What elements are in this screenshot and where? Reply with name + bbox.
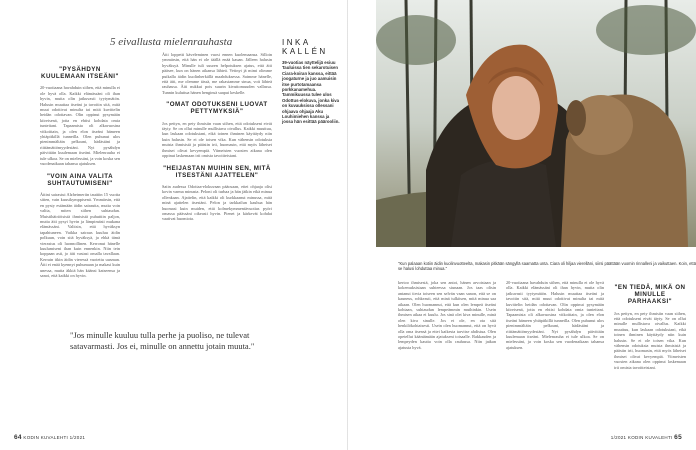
person-name (282, 38, 328, 56)
photo-caption: "Kun palaaan kotiin äidin kuolinvuotteelta, makasin pitkään sängyllä saamatta unta. Ciara oli hiljaa vierelläni, siirsi päättään vuomin rinnalleni ja vaikuttaen. Koin, että se halusi lohduttaa minua." (398, 261, 696, 272)
person-last-name: KALLÉN (282, 47, 328, 56)
subhead-1: "PYSÄHDYN KUULEMAAN ITSEÄNI" (41, 66, 119, 81)
subhead-4: "HEIJASTAN MUIHIN SEN, MITÄ ITSESTÄNI AJATTELEN" (163, 164, 271, 179)
body-text: Äitini sairastui Alzheimeriin tauttiin 15 vuotta sitten, vain kuusikymppisenä. Ymmärsin, että en pysty estämään äidin sairautta, mutta voin valita, miten siihen suhtaudun. Muistihäiriöisistä ihmisistä puhuttiin paljon, mutta äiti pysyi hyvin ja lämpimästi mukana elämässäni. Valitsin, että hyväksyn tapahtuneen. Vaikka sairaus kuuluu äidin polkuun, voin sitä hyväksyä, ja ehkä tämä vierastus oli luonnollinen. Kerronut hänelle kuulumiseni ihan kuin ennenkin. Niin tein koppaan asti, jo äiti vastasi omalla tavallaan. Kerrain itkin äidin vieressä vuotettu uusman. Äiti ei enää kyennyt puhumaan ja makasi kuin unessa, mutta äkkiä hän käänsi katseensa ja sanoi, että kaikki on hyvin. (40, 191, 120, 278)
body-text: Äiti loppetti käveleminen vuosi ennen kuolemaansa. Silloin ymmärsin, että hän ei ole täällä enää kauan. Jälleen halusin hyväksyä. Minulle tuli suuren helpotuksen ajatus, että äiti pääsee, kun on hänen aikansa lähteä. Vetinyt jä mimi olimme puikalla äidin kuolinherkällä maahduksessa. Saimme hänelle, että äiti, me olemme tässä, me rakastamme sinua, voit lähteä rauhassa. Äiti nukkui pois suurin kivuttomuuden vallassa. Tunnin kuluttua hänen henginsä saapui keskelle. (162, 52, 272, 95)
column-4 (506, 280, 604, 430)
subhead-2: "VOIN AINA VALITA SUHTAUTUMISENI" (46, 172, 114, 187)
subhead-5: "EN TIEDÄ, MIKÄ ON MINULLE PARHAAKSI" (614, 284, 686, 306)
body-text: Jos pettyn, en pety ihmisiin vaan siihen, että odotukseni eivät täyty. Se on ollut minulle mullistava oivallus. Kaikki muuttuu, kun laskaan odotuksiani, eikä toinen ihminen käyttäydy niin kuin halusin. Se ei ole toisen vika. Kun vähensin odotuksia muista ihmisistä ja päästin irti, huomasin, että myös läheiset ihmiset olivat kevyempiä. Viimeisten vuosien aikana olen oppinut laskemaan irti omista tavoitteistani. (162, 120, 272, 159)
body-text: 20-vuotiaana havahduin siihen, että minulla ei ole hyvä olla. Kaikki elämässäni oli ihan hyvin, mutta olin jatkuvasti tyytymätön. Halusin muuttaa itseäni ja tavoitin sitä, mitä muut odottivat minulta tai mitä kuvittelin heidän odottavan. Olin oppinut pysymään kiireisenä, jotta en ehtisi kohdata omia tunteitani. Tapaamista oli alkavuosina vitkoittain, ja olen elon itseäni hämeen yhtäpitkillä tunneilla. Olen puhunut ulos pienimmältäin pelkoani, hädästäni ja riittämättömyydestäni. Nyt pysähdyn päivittäin kuulemaan itseäni. Mielenrauha ei tule ulkoa. Se on mielessäni, ja voin koska sen vuodenaikaan tahansa ajatuksen. (506, 280, 604, 350)
page-number: 65 (674, 434, 682, 441)
body-text: Saiin audessa Odottaa-elokuvaan pääosaan, ettei ohjaaja olisi kovin varma minusta. Peloni oli turhaa ja hän jäikin eikä minua ollenkaan. Ajattelin, että kaikki oli kurkkaanut minussa, mitä minä ajattelen itsestäni. Pelon ja tarkkailun kauhua hän huomasi kuin muiden, että kolmekymmentävuotias pyöri omassa päässäni oikeasti hyvin. Pienet ja kärkevät kohdat vaativat huomiota. (162, 183, 272, 222)
portrait-photo (376, 0, 696, 247)
body-text: 20-vuotiaana havahduin siihen, että minulla ei ole hyvä olla. Kaikki elämässäni oli ihan hyvin, mutta olin jatkuvasti tyytymätön. Halusin muuttaa itseäni ja tavoitin sitä, mitä muut odottivat minulta tai mitä kuvittelin heidän odottavan. Olin oppinut pysymään kiireisenä, jotta en ehtisi kohdata omia tunteitani. Tapaamista oli alkavuosina vitkoittain, ja olen elon itseäni hämeen yhtäpitkillä tunneilla. Olen puhunut ulos pienimmältäin pelkoani, hädästäni ja riittämättömyydestäni. Nyt pysähdyn päivittäin kuulemaan itseäni. Mielenrauha ei tule ulkoa. Se on mielessäni, ja voin koska sen vuodenaikaan tahansa ajatuksen. (40, 85, 120, 167)
person-bio: 39-vuotias näyttelijä esiuu Tauluissa tien sekarotuisen Ciara-koiran kanssa, eittää joogaturne ja juo aamuisin itse purtotamaansa porkkanamehua. Tammikuussa tulee ulos Odottus-elokuva, jonka kiva on kuvauksissa ollessani ohjaava ohjaaja Aku Louhimiehen kanssa ja jossa hän esittää päärooliin. (282, 60, 340, 125)
pull-quote: "Jos minulle kuuluu tulla perhe ja puoliso, ne tulevat satavarmasti. Jos ei, minulle on annettu jotain muuta." (70, 330, 255, 351)
subhead-3: "OMAT ODOTUKSENI LUOVAT PETTYMYKSIÄ" (166, 101, 268, 116)
magazine-name: KODIN KUVALEHTI 1/2021 (23, 435, 86, 440)
person-first-name: INKA (282, 38, 311, 47)
photo-illustration (376, 0, 696, 247)
magazine-name: 1/2021 KODIN KUVALEHTI (610, 435, 673, 440)
column-5 (614, 278, 686, 428)
folio-left (14, 434, 85, 441)
folio-right (611, 434, 682, 441)
article-headline: 5 eivallusta mielenrauhasta (110, 36, 233, 48)
body-text: kertoo ihmisestä, joka sen antoi, hänen arvoistaan ja kokemuksistaan suhteessa siunaan. Jos taas olisin antanut tirvia toiseen sen selvän vaan sanon, että se on kauneus, rohkeasti, että minä tulkitsen, mitä minua saa aikaan. Olen huomannut, että kun olen lempeä itseäni kohtaan, suhtaudun lempeämmin muihinkin. Usein ihmisen aikaa ei kuulu. Jos sinä olet kiva minulle, minä olen kiva sinulle. Jos et ole, en ota sitä henkilökohtaisesti. Usein olen huomannut, että on hyvä olla oma itsensä ja ettei kaikesta tarvitse ahdistua. Olen opetellut kääntämään ajatukseni toisaalle. Rakkauden ja lempeyden kautta voin olla rauhassa. Niin jatkan ajatusta hyvä. (398, 280, 496, 350)
column-3 (398, 280, 496, 430)
page-number: 64 (14, 434, 22, 441)
column-2 (162, 52, 272, 330)
body-text: Jos pettyn, en pety ihmisiin vaan siihen, että odotukseni eivät täyty. Se on ollut minulle mullistava oivallus. Kaikki muuttuu, kun laskaan odotuksiani, eikä toinen ihminen käyttäydy niin kuin halusin. Se ei ole toisen vika. Kun vähensin odotuksia muista ihmisistä ja päästin irti, huomasin, että myös läheiset ihmiset olivat kevyempiä. Viimeisten vuosien aikana olen oppinut laskemaan irti omista tavoitteistani. (614, 310, 686, 370)
